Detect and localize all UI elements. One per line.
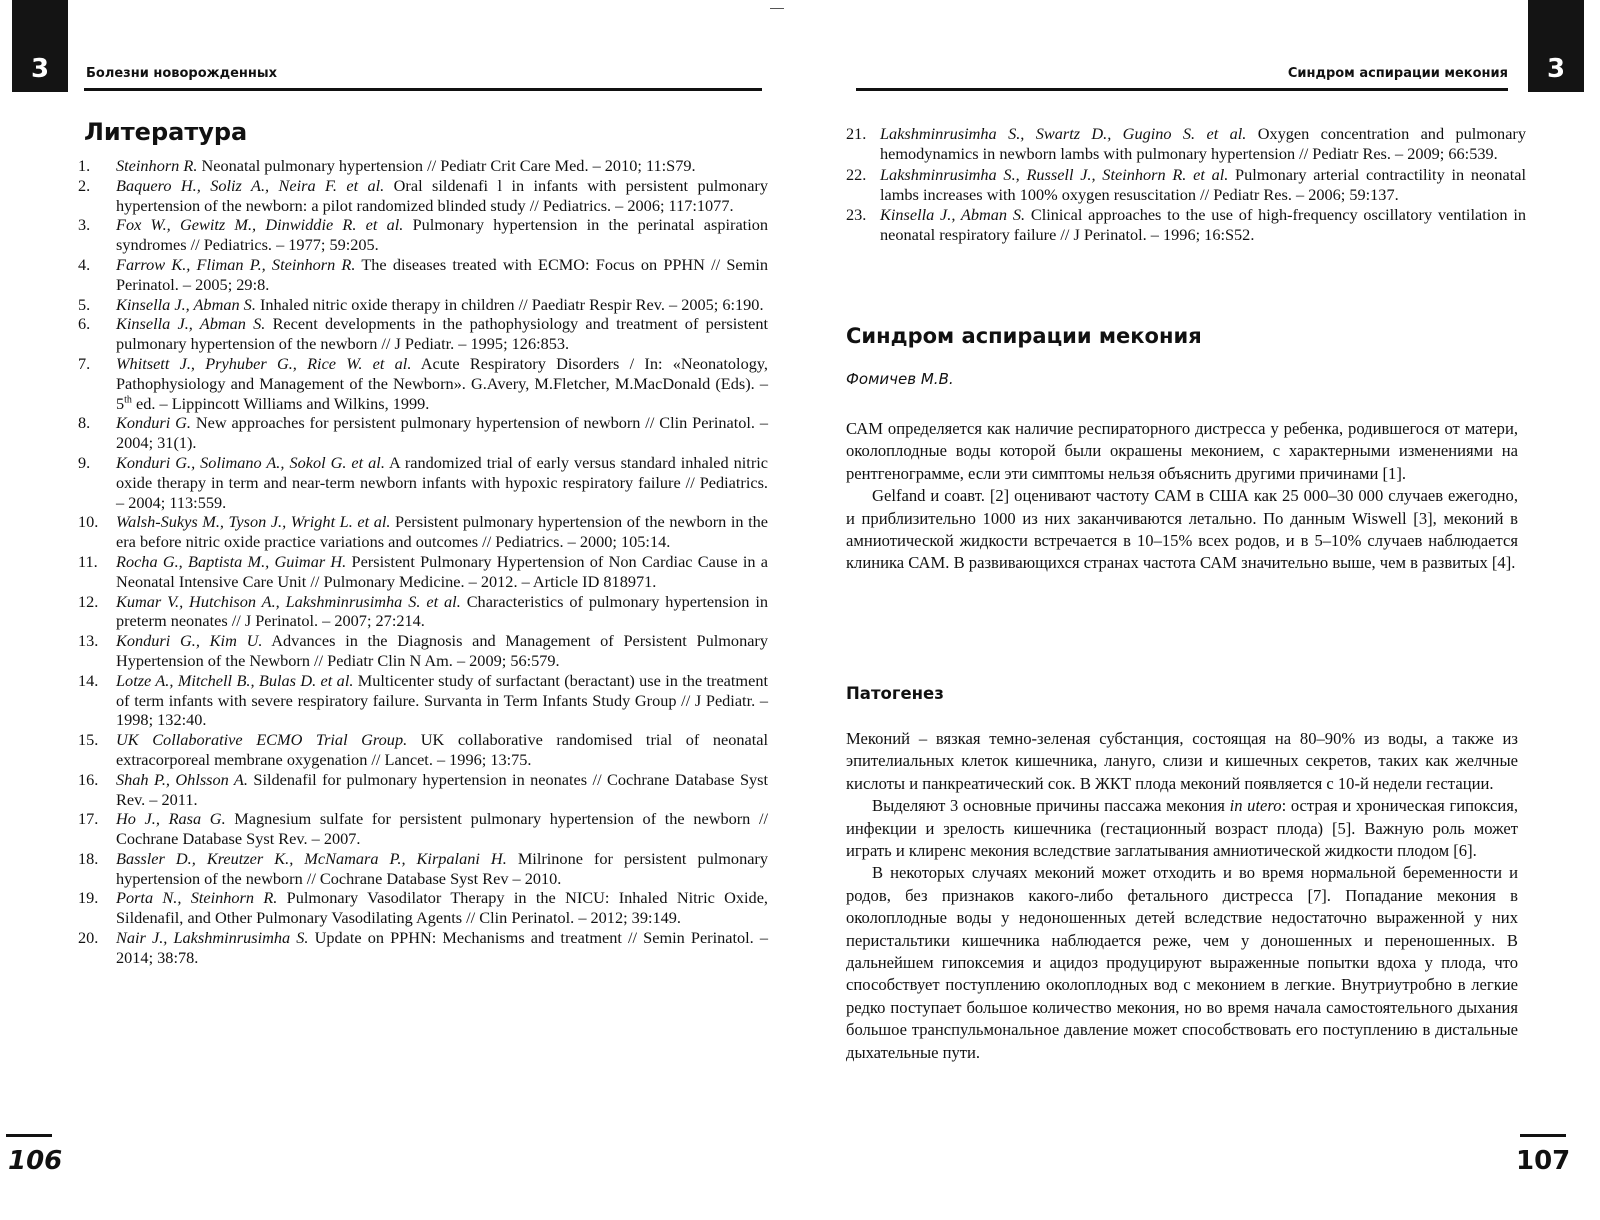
reference-body: Inhaled nitric oxide therapy in children // Paediatr Respir Rev. – 2005; 6:190.: [255, 294, 764, 314]
reference-body: Milrinone for persistent pulmonary hypertension of the newborn // Cochrane Database Syst Rev – 2010.: [116, 848, 768, 888]
reference-number: 13.: [78, 631, 99, 651]
reference-text: [880, 124, 1526, 165]
reference-text: [116, 552, 768, 592]
reference-authors: Kumar V., Hutchison A., Lakshminrusimha S. et al.: [116, 591, 461, 611]
reference-item: [78, 631, 768, 671]
reference-text: [116, 176, 768, 216]
reference-authors: Nair J., Lakshminrusimha S.: [116, 928, 309, 948]
reference-number: 8.: [78, 413, 91, 433]
references-list: [78, 156, 768, 968]
reference-text: [116, 354, 768, 413]
reference-number: 18.: [78, 848, 99, 868]
reference-item: [78, 314, 768, 354]
reference-authors: Konduri G., Kim U.: [116, 631, 263, 651]
intro-text: [846, 418, 1518, 575]
gutter-crop-mark: [770, 0, 784, 9]
reference-item: [78, 354, 768, 413]
reference-body: Advances in the Diagnosis and Management of Persistent Pulmonary Hypertension of the Newborn // Pediatr Clin N Am. – 2009; 56:579.: [116, 631, 768, 670]
reference-authors: Lotze A., Mitchell B., Bulas D. et al.: [116, 670, 354, 690]
reference-text: [116, 215, 768, 255]
reference-text: [116, 453, 768, 512]
reference-text: [116, 730, 768, 770]
reference-body: Persistent pulmonary hypertension of the newborn in the era before nitric oxide practice variations and outcomes // Pediatrics. – 2000; 105:14.: [116, 512, 769, 552]
reference-text: [116, 671, 768, 730]
reference-authors: Walsh-Sukys M., Tyson J., Wright L. et al.: [116, 512, 391, 532]
reference-body: Pulmonary Vasodilator Therapy in the NICU: Inhaled Nitric Oxide, Sildenafil, and Other Pulmonary Vasodilating Agents // Clin Perinatol. – 2012; 39:149.: [116, 888, 768, 928]
reference-number: 2.: [78, 175, 91, 195]
reference-item: [78, 512, 768, 552]
reference-text: [116, 295, 768, 315]
reference-body: Pulmonary hypertension in the perinatal aspiration syndromes // Pediatrics. – 1977; 59:205.: [116, 215, 768, 255]
reference-number: 12.: [78, 591, 99, 611]
reference-authors: Porta N., Steinhorn R.: [116, 888, 278, 908]
reference-text: [116, 314, 768, 354]
reference-body: Recent developments in the pathophysiology and treatment of persistent pulmonary hypertension of the newborn // J Pediatr. – 1995; 126:853.: [116, 314, 768, 354]
reference-body: Characteristics of pulmonary hypertension in preterm neonates // J Perinatol. – 2007; 27:214.: [116, 591, 768, 631]
reference-number: 15.: [78, 730, 99, 750]
reference-body: Persistent Pulmonary Hypertension of Non Cardiac Cause in a Neonatal Intensive Care Unit // Pulmonary Medicine. – 2012. – Article ID 818971.: [116, 551, 768, 591]
reference-body: Pulmonary arterial contractility in neonatal lambs increases with 100% oxygen resuscitation // Pediatr Res. – 2006; 59:137.: [880, 164, 1526, 204]
reference-number: 7.: [78, 353, 91, 373]
paragraph: В некоторых случаях меконий может отходить и во время нормальной беременности и родов, без признаков какого-либо фетального дистресса [7]. Попадание мекония в околоплодные воды у недоношенных детей вследствие недостаточно выраженной у них перистальтики кишечника наблюдается реже, чем у доношенных и переношенных. В дальнейшем гипоксемия и ацидоз продуцируют выраженные попытки вдоха у плода, что способствует поступлению околоплодных вод с меконием в легкие. Внутриутробно в легкие редко поступает большое количество мекония, но во время начала самостоятельного дыхания большое транспульмональное давление может способствовать его поступлению в дистальные дыхательные пути.: [846, 863, 1518, 1062]
reference-body: Update on PPHN: Mechanisms and treatment // Semin Perinatol. – 2014; 38:78.: [116, 928, 768, 967]
reference-item: [78, 552, 768, 592]
reference-authors: Konduri G., Solimano A., Sokol G. et al.: [116, 452, 385, 472]
reference-number: 1.: [78, 156, 91, 175]
reference-body: Clinical approaches to the use of high-frequency oscillatory ventilation in neonatal respiratory failure // J Perinatol. – 1996; 16:S52.: [880, 205, 1526, 245]
latin-term: in utero: [1229, 796, 1282, 816]
reference-authors: Kinsella J., Abman S.: [116, 314, 266, 334]
reference-authors: Bassler D., Kreutzer K., McNamara P., Kirpalani H.: [116, 848, 507, 868]
page-number: 106: [8, 1146, 63, 1176]
reference-number: 14.: [78, 670, 99, 690]
reference-item: [78, 730, 768, 770]
reference-body-end: ed. – Lippincott Williams and Wilkins, 1999.: [131, 393, 430, 413]
reference-authors: Ho J., Rasa G.: [116, 809, 226, 829]
reference-body: Oral sildenafi l in infants with persistent pulmonary hypertension of the newborn: a pilot randomized blinded study // Pediatrics. – 2006; 117:1077.: [116, 175, 768, 215]
reference-item: [846, 124, 1526, 165]
reference-body: Acute Respiratory Disorders / In: «Neonatology, Pathophysiology and Management of the Newborn». G.Avery, M.Fletcher, M.MacDonald (Eds). – 5: [116, 353, 769, 413]
chapter-tab: 3: [1528, 0, 1584, 92]
reference-body: A randomized trial of early versus standard inhaled nitric oxide therapy in term and near-term newborn infants with hypoxic respiratory failure // Pediatrics. – 2004; 113:559.: [116, 452, 768, 512]
reference-body: New approaches for persistent pulmonary hypertension of newborn // Clin Perinatol. – 2004; 31(1).: [116, 413, 768, 453]
reference-item: [78, 592, 768, 632]
reference-authors: Fox W., Gewitz M., Dinwiddie R. et al.: [116, 215, 404, 235]
reference-item: [78, 809, 768, 849]
reference-number: 5.: [78, 294, 91, 314]
reference-item: [78, 849, 768, 889]
reference-item: [846, 165, 1526, 206]
reference-text: [880, 165, 1526, 206]
paragraph: САМ определяется как наличие респираторного дистресса у ребенка, родившегося от матери, околоплодные воды которой были окрашены меконием, с характерными изменениями на рентгенограмме, если эти симптомы нельзя объяснить другими причинами [1].: [846, 419, 1518, 483]
reference-authors: Farrow K., Fliman P., Steinhorn R.: [116, 254, 356, 274]
reference-item: [78, 156, 768, 176]
reference-item: [78, 671, 768, 730]
reference-authors: Kinsella J., Abman S.: [880, 205, 1026, 225]
reference-number: 23.: [846, 205, 867, 225]
reference-text: [116, 888, 768, 928]
right-page: [800, 0, 1600, 1220]
reference-text: [116, 809, 768, 849]
reference-number: 19.: [78, 888, 99, 908]
reference-number: 10.: [78, 512, 99, 532]
section-title: Синдром аспирации мекония: [846, 324, 1202, 348]
reference-text: [116, 255, 768, 295]
reference-item: [78, 453, 768, 512]
header-rule: [856, 88, 1508, 91]
running-head: Болезни новорожденных: [86, 66, 278, 81]
reference-body: The diseases treated with ECMO: Focus on PPHN // Semin Perinatol. – 2005; 29:8.: [116, 254, 768, 294]
reference-authors: Konduri G.: [116, 413, 191, 433]
header-rule: [84, 88, 762, 91]
running-head: Синдром аспирации мекония: [1287, 66, 1508, 81]
page-number: 107: [1516, 1146, 1571, 1176]
footer-side-rule: [1520, 1134, 1566, 1137]
superscript-th: th: [124, 394, 132, 406]
reference-item: [78, 255, 768, 295]
reference-item: [78, 413, 768, 453]
reference-text: [116, 928, 768, 968]
reference-body: UK collaborative randomised trial of neonatal extracorporeal membrane oxygenation // Lancet. – 1996; 13:75.: [116, 730, 768, 769]
reference-number: 4.: [78, 254, 91, 274]
reference-text: [116, 512, 768, 552]
footer-side-rule: [6, 1134, 52, 1137]
reference-text: [116, 592, 768, 632]
chapter-tab: 3: [12, 0, 68, 92]
reference-text: [116, 156, 768, 176]
reference-body: Neonatal pulmonary hypertension // Pediatr Crit Care Med. – 2010; 11:S79.: [197, 156, 696, 175]
reference-number: 3.: [78, 215, 91, 235]
reference-text: [116, 631, 768, 671]
reference-number: 21.: [846, 124, 867, 143]
reference-number: 11.: [78, 551, 98, 571]
references-title: Литература: [84, 118, 248, 146]
paragraph-rest: : острая и хроническая гипоксия, инфекции и зрелость кишечника (гестационный возраст плода) [5]. Важную роль может играть и клиренс мекония вследствие заглатывания амниотической жидкости плодом [6].: [846, 796, 1519, 861]
reference-body: Magnesium sulfate for persistent pulmonary hypertension of the newborn // Cochrane Database Syst Rev. – 2007.: [116, 809, 768, 849]
reference-number: 20.: [78, 928, 99, 948]
reference-authors: Baquero H., Soliz A., Neira F. et al.: [116, 175, 385, 195]
paragraph: Gelfand и соавт. [2] оценивают частоту САМ в США как 25 000–30 000 случаев ежегодно, и приблизительно 1000 из них заканчиваются летально. По данным Wiswell [3], меконий в амниотической жидкости встречается в 10–15% всех родов, и в 5–10% случаев наблюдается клиника САМ. В развивающихся странах частота САМ значительно выше, чем в развитых [4].: [846, 486, 1518, 573]
paragraph: [846, 795, 1518, 862]
reference-item: [78, 176, 768, 216]
reference-authors: Steinhorn R.: [116, 156, 198, 175]
reference-authors: UK Collaborative ECMO Trial Group.: [116, 730, 408, 750]
subsection-title: Патогенез: [846, 684, 944, 703]
reference-authors: Rocha G., Baptista M., Guimar H.: [116, 551, 347, 571]
pathogenesis-text: [846, 728, 1518, 1064]
references-list-continued: [846, 124, 1526, 246]
reference-authors: Lakshminrusimha S., Russell J., Steinhorn R. et al.: [880, 164, 1229, 184]
reference-authors: Shah P., Ohlsson A.: [116, 769, 248, 789]
reference-number: 6.: [78, 314, 91, 334]
reference-number: 9.: [78, 452, 91, 472]
reference-authors: Lakshminrusimha S., Swartz D., Gugino S. et al.: [880, 124, 1247, 143]
reference-number: 22.: [846, 164, 867, 184]
reference-text: [116, 413, 768, 453]
reference-body: Sildenafil for pulmonary hypertension in neonates // Cochrane Database Syst Rev. – 2011.: [116, 769, 768, 809]
reference-text: [116, 849, 768, 889]
section-author: Фомичев М.В.: [846, 370, 954, 388]
reference-item: [78, 215, 768, 255]
reference-body: Multicenter study of surfactant (beractant) use in the treatment of term infants with severe respiratory failure. Survanta in Term Infants Study Group // J Pediatr. – 1998; 132:40.: [116, 670, 768, 730]
paragraph-start: Выделяют 3 основные причины пассажа мекония: [872, 796, 1230, 816]
reference-number: 16.: [78, 769, 99, 789]
reference-authors: Whitsett J., Pryhuber G., Rice W. et al.: [116, 353, 412, 373]
reference-body: Oxygen concentration and pulmonary hemodynamics in newborn lambs with pulmonary hypertension // Pediatr Res. – 2009; 66:539.: [880, 124, 1526, 164]
reference-text: [116, 770, 768, 810]
reference-item: [78, 888, 768, 928]
paragraph: Меконий – вязкая темно-зеленая субстанция, состоящая на 80–90% из воды, а также из эпителиальных клеток кишечника, лануго, слизи и кишечных секретов, таких как желчные кислоты и панкреатический сок. В ЖКТ плода меконий появляется с 10-й недели гестации.: [846, 729, 1518, 793]
reference-authors: Kinsella J., Abman S.: [116, 294, 256, 314]
reference-number: 17.: [78, 809, 99, 829]
reference-item: [846, 205, 1526, 246]
reference-item: [78, 928, 768, 968]
reference-item: [78, 770, 768, 810]
reference-item: [78, 295, 768, 315]
reference-text: [880, 205, 1526, 246]
